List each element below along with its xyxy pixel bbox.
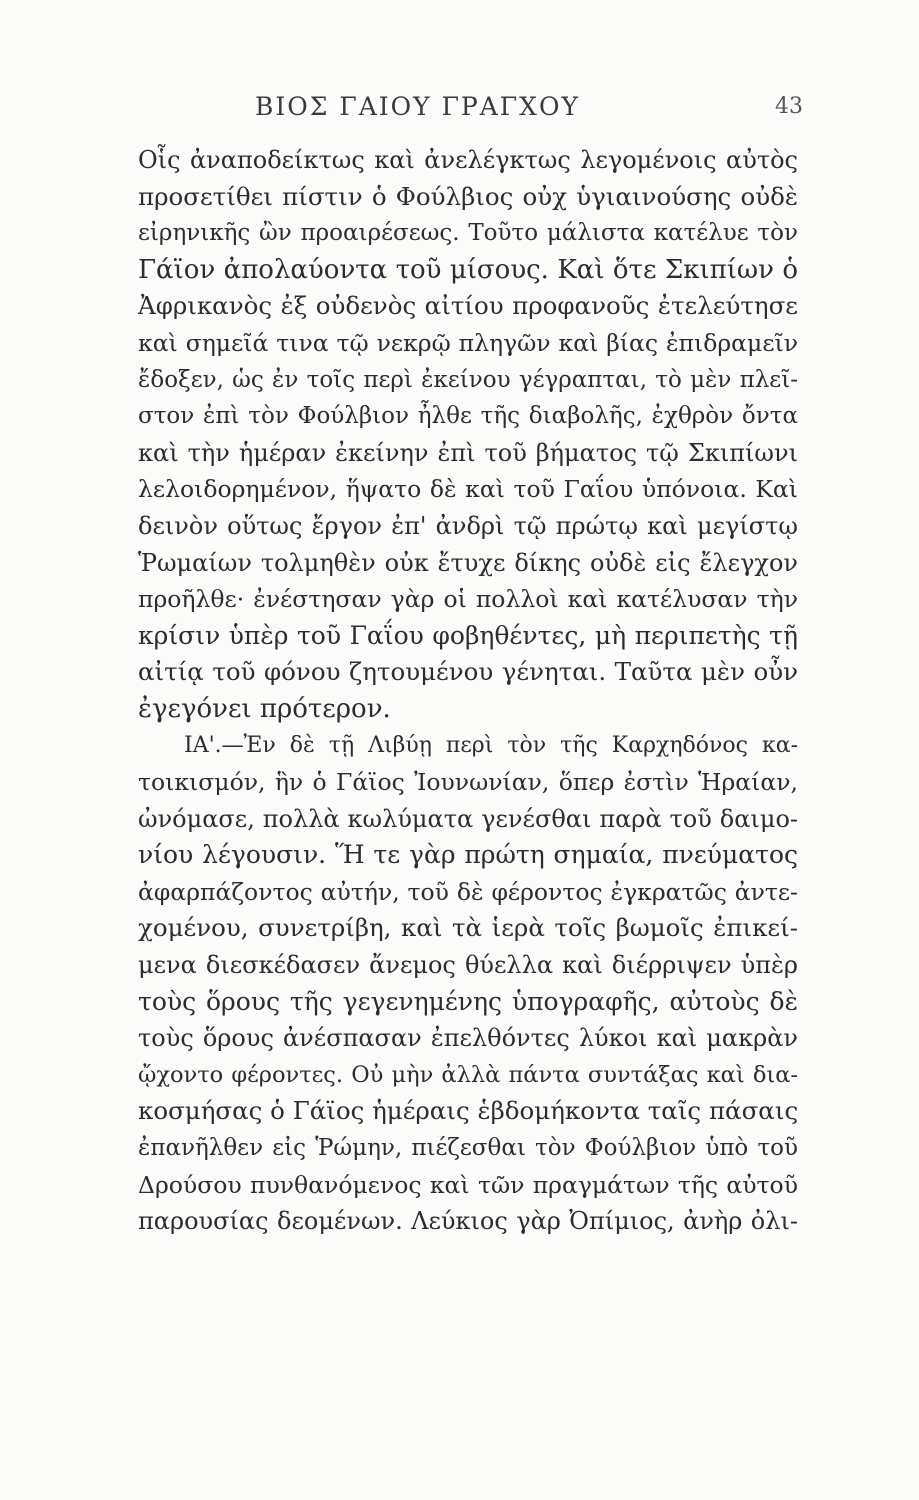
page-number: 43 [775, 94, 803, 119]
body-text [138, 142, 798, 1240]
section-heading-line: ΙΑ'.—Ἐν δὲ τῇ Λιβύῃ περὶ τὸν τῆς Καρχηδόνος κα- [184, 732, 798, 758]
text-line: κρίσιν ὑπὲρ τοῦ Γαΐου φοβηθέντες, μὴ περιπετὴς τῇ [138, 620, 798, 650]
text-line: εἰρηνικῆς ὢν προαιρέσεως. Τοῦτο μάλιστα κατέλυε τὸν [138, 220, 798, 247]
text-line: παρουσίας δεομένων. Λεύκιος γὰρ Ὀπίμιος, ἀνὴρ ὀλι- [138, 1207, 798, 1236]
text-line: λελοιδορημένον, ἥψατο δὲ καὶ τοῦ Γαΐου ὑπόνοια. Καὶ [138, 475, 798, 504]
text-line: νίου λέγουσιν. Ἥ τε γὰρ πρώτη σημαία, πνεύματος [138, 840, 798, 870]
text-line: ἀφαρπάζοντος αὐτήν, τοῦ δὲ φέροντος ἐγκρατῶς ἀντε- [138, 877, 798, 906]
text-line: Ῥωμαίων τολμηθὲν οὐκ ἔτυχε δίκης οὐδὲ εἰς ἔλεγχον [138, 548, 798, 577]
text-line: προσετίθει πίστιν ὁ Φούλβιος οὐχ ὑγιαινούσης οὐδὲ [138, 181, 798, 211]
text-line: Οἷς ἀναποδείκτως καὶ ἀνελέγκτως λεγομένοις αὐτὸς [138, 146, 798, 174]
text-line: ὠνόμασε, πολλὰ κωλύματα γενέσθαι παρὰ τοῦ δαιμο- [138, 804, 798, 833]
text-line: ἐγεγόνει πρότερον. [138, 693, 391, 724]
text-line: δεινὸν οὕτως ἔργον ἐπ' ἀνδρὶ τῷ πρώτῳ καὶ μεγίστῳ [138, 511, 798, 540]
text-line: Ἀφρικανὸς ἐξ οὐδενὸς αἰτίου προφανοῦς ἐτελεύτησε [138, 291, 798, 321]
text-line: αἰτίᾳ τοῦ φόνου ζητουμένου γένηται. Ταῦτα μὲν οὖν [138, 657, 798, 687]
text-line: μενα διεσκέδασεν ἄνεμος θύελλα καὶ διέρριψεν ὑπὲρ [138, 951, 798, 980]
running-title: ΒΙΟΣ ΓΑΙΟΥ ΓΡΑΓΧΟΥ [255, 92, 580, 121]
text-line: τοικισμόν, ἣν ὁ Γάϊος Ἰουνωνίαν, ὅπερ ἐστὶν Ἡραίαν, [138, 768, 798, 797]
text-line: τοὺς ὅρους ἀνέσπασαν ἐπελθόντες λύκοι καὶ μακρὰν [138, 1024, 798, 1053]
text-line: Γάϊον ἀπολαύοντα τοῦ μίσους. Καὶ ὅτε Σκιπίων ὁ [138, 254, 798, 285]
text-line: Δρούσου πυνθανόμενος καὶ τῶν πραγμάτων τῆς αὐτοῦ [138, 1170, 798, 1199]
text-line: ἔδοξεν, ὡς ἐν τοῖς περὶ ἐκείνου γέγραπται, τὸ μὲν πλεῖ- [138, 366, 798, 393]
text-line: χομένου, συνετρίβη, καὶ τὰ ἱερὰ τοῖς βωμοῖς ἐπικεί- [138, 913, 798, 943]
text-line: ἐπανῆλθεν εἰς Ῥώμην, πιέζεσθαι τὸν Φούλβιον ὑπὸ τοῦ [138, 1135, 798, 1162]
text-line: ᾤχοντο φέροντες. Οὐ μὴν ἀλλὰ πάντα συντάξας καὶ δια- [138, 1061, 798, 1088]
text-line: στον ἐπὶ τὸν Φούλβιον ἦλθε τῆς διαβολῆς, ἐχθρὸν ὄντα [138, 403, 798, 430]
text-line: καὶ σημεῖά τινα τῷ νεκρῷ πληγῶν καὶ βίας ἐπιδραμεῖν [138, 328, 798, 357]
text-line: τοὺς ὅρους τῆς γεγενημένης ὑπογραφῆς, αὐτοὺς δὲ [138, 986, 798, 1016]
text-line: κοσμήσας ὁ Γάϊος ἡμέραις ἑβδομήκοντα ταῖς πάσαις [138, 1096, 799, 1126]
text-line: προῆλθε· ἐνέστησαν γὰρ οἱ πολλοὶ καὶ κατέλυσαν τὴν [138, 585, 798, 614]
text-line: καὶ τὴν ἡμέραν ἐκείνην ἐπὶ τοῦ βήματος τῷ Σκιπίωνι [138, 438, 798, 467]
